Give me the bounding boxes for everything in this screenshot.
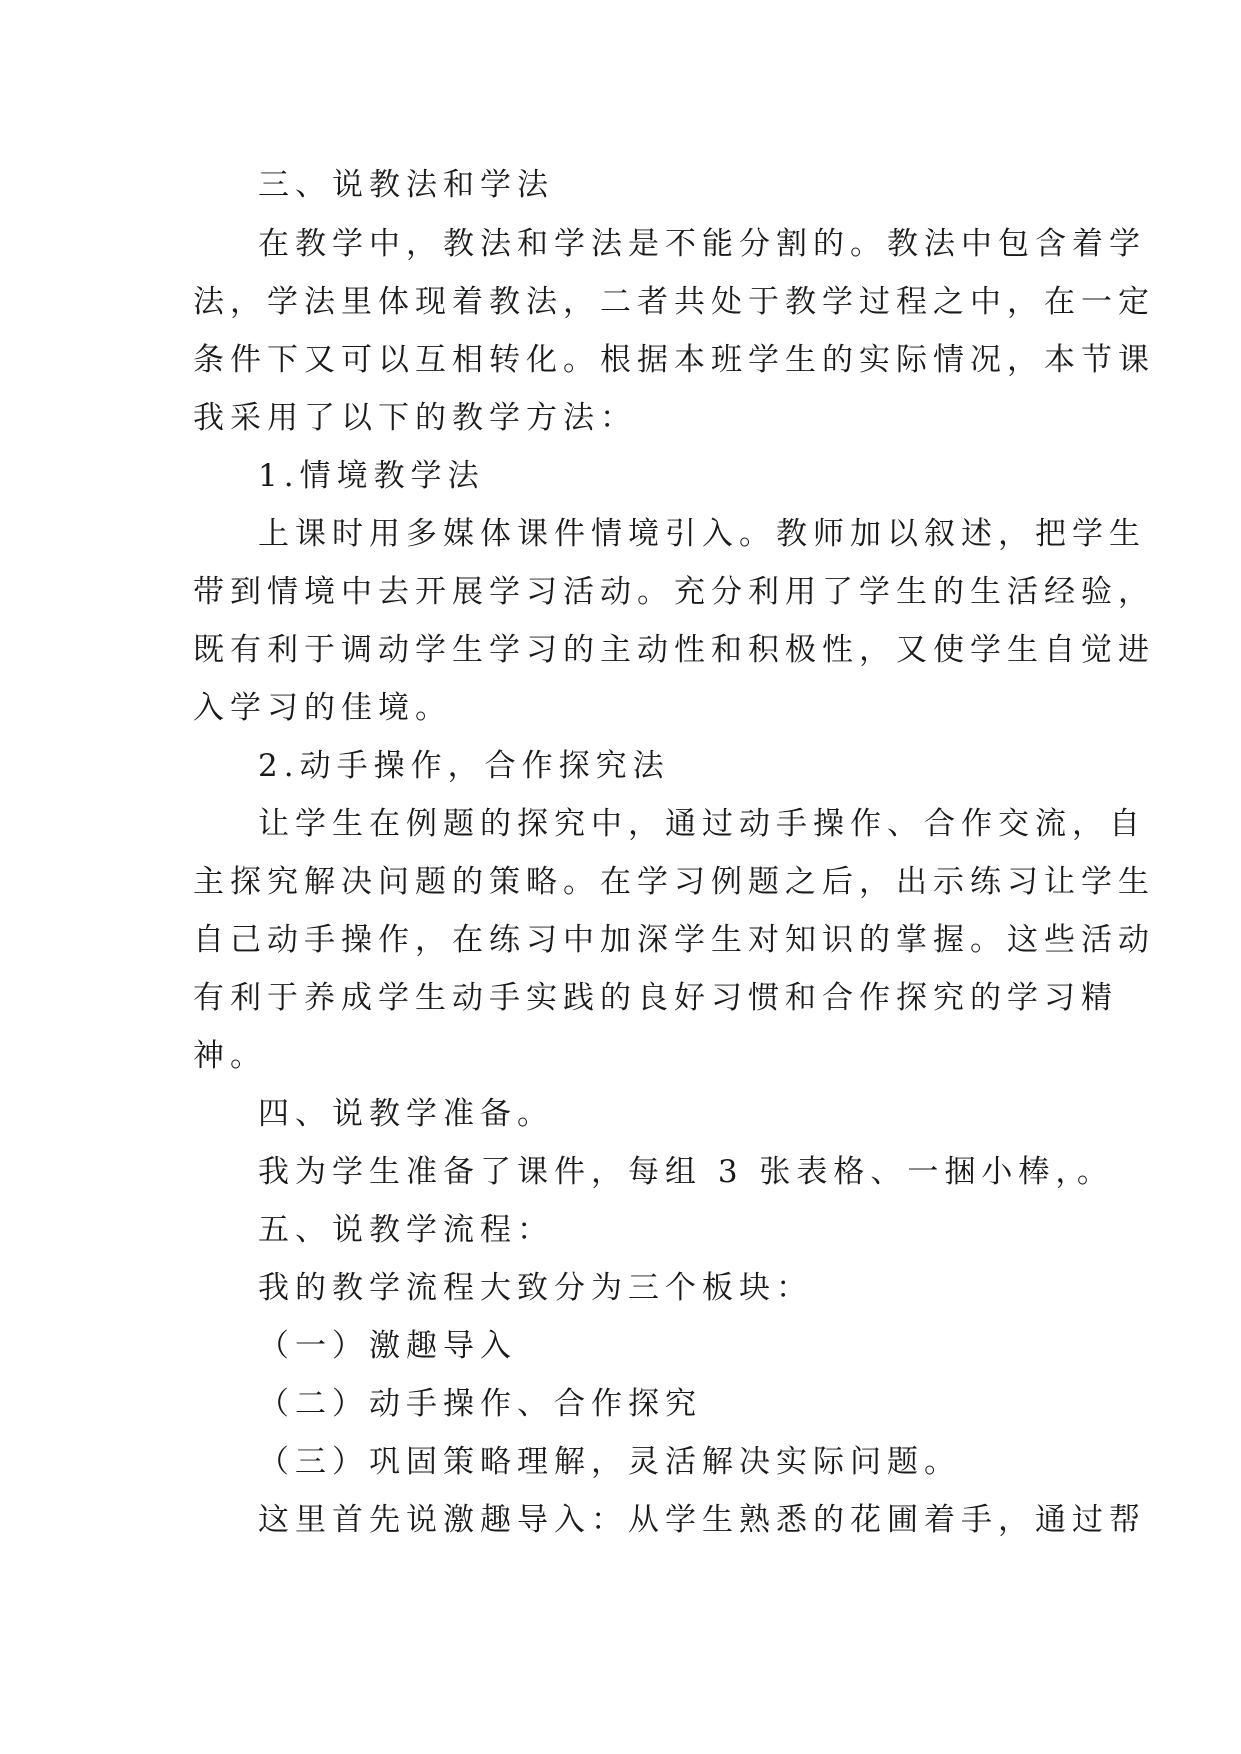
list-item: （二）动手操作、合作探究 <box>258 1386 702 1422</box>
list-item: （一）激趣导入 <box>258 1328 517 1364</box>
paragraph-line: 我采用了以下的教学方法： <box>193 400 637 436</box>
subheading-situational-method: 1.情境教学法 <box>258 458 485 494</box>
paragraph-line: 神。 <box>193 1038 267 1074</box>
heading-teaching-preparation: 四、说教学准备。 <box>258 1096 554 1132</box>
paragraph-line: 主探究解决问题的策略。在学习例题之后，出示练习让学生 <box>193 864 1155 900</box>
list-item: （三）巩固策略理解，灵活解决实际问题。 <box>258 1444 961 1480</box>
paragraph-line: 入学习的佳境。 <box>193 690 452 726</box>
subheading-hands-on-method: 2.动手操作，合作探究法 <box>258 748 670 784</box>
heading-teaching-process: 五、说教学流程： <box>258 1212 554 1248</box>
paragraph-line: 条件下又可以互相转化。根据本班学生的实际情况，本节课 <box>193 342 1155 378</box>
paragraph-line: 在教学中，教法和学法是不能分割的。教法中包含着学 <box>258 226 1146 262</box>
paragraph-line: 法，学法里体现着教法，二者共处于教学过程之中，在一定 <box>193 284 1155 320</box>
paragraph-line: 上课时用多媒体课件情境引入。教师加以叙述，把学生 <box>258 516 1146 552</box>
paragraph-line: 有利于养成学生动手实践的良好习惯和合作探究的学习精 <box>193 980 1118 1016</box>
paragraph-line: 我的教学流程大致分为三个板块： <box>258 1270 813 1306</box>
paragraph-line: 既有利于调动学生学习的主动性和积极性，又使学生自觉进 <box>193 632 1155 668</box>
heading-teaching-methods: 三、说教法和学法 <box>258 167 554 203</box>
paragraph-line: 让学生在例题的探究中，通过动手操作、合作交流，自 <box>258 806 1146 842</box>
paragraph-line: 我为学生准备了课件，每组 3 张表格、一捆小棒，。 <box>258 1154 1114 1190</box>
paragraph-line: 自己动手操作，在练习中加深学生对知识的掌握。这些活动 <box>193 922 1155 958</box>
paragraph-line: 带到情境中去开展学习活动。充分利用了学生的生活经验， <box>193 574 1155 610</box>
paragraph-line: 这里首先说激趣导入：从学生熟悉的花圃着手，通过帮 <box>258 1502 1146 1538</box>
